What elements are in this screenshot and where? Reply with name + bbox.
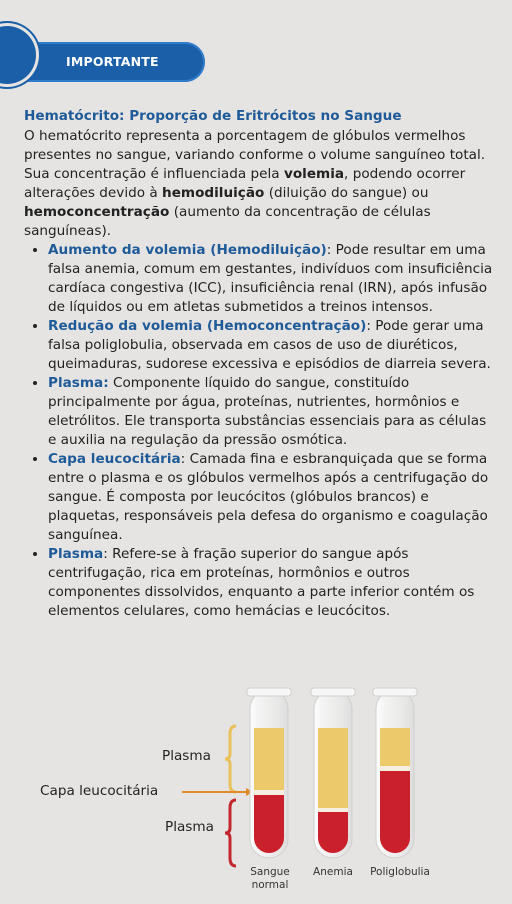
item-term: Aumento da volemia (Hemodiluição) — [48, 242, 327, 258]
label-plasma-top: Plasma — [162, 748, 211, 764]
label-buffy-coat: Capa leucocitária — [40, 783, 159, 799]
tube-normal — [247, 688, 291, 858]
list-item — [48, 374, 494, 450]
item-term: Capa leucocitária — [48, 451, 181, 467]
badge-label: IMPORTANTE — [66, 54, 159, 69]
hematocrit-figure — [0, 680, 512, 900]
item-term: Plasma: — [48, 375, 109, 391]
item-term: Redução da volemia (Hemoconcentração) — [48, 318, 367, 334]
item-text: Componente líquido do sangue, constituído principalmente por água, proteínas, nutrientes, hormônios e eletrólitos. Ele transporta substâncias essenciais para as células e auxilia na regulação da pressão osmótica. — [48, 375, 487, 448]
tube-poliglobulia — [373, 688, 417, 858]
plasma-bracket — [225, 726, 236, 792]
caption-anemia: Anemia — [313, 866, 353, 878]
item-text: : Refere-se à fração superior do sangue após centrifugação, rica em proteínas, hormônios e outros componentes dissolvidos, enquanto a parte inferior contém os elementos celulares, como hemácias e leucócitos. — [48, 546, 475, 619]
blood-bracket — [225, 800, 236, 866]
item-term: Plasma — [48, 546, 104, 562]
caption-poliglobulia: Poliglobulia — [370, 866, 430, 878]
intro-paragraph-2: Sua concentração é influenciada pela volemia, podendo ocorrer alterações devido à hemodiluição (diluição do sangue) ou hemoconcentração (aumento da concentração de células sanguíneas). — [24, 166, 466, 239]
header-badge — [0, 32, 212, 96]
term-volemia: volemia — [283, 166, 345, 182]
label-plasma-bottom: Plasma — [165, 819, 214, 835]
term-hemodiluicao: hemodiluição — [162, 185, 265, 201]
list-item — [48, 241, 494, 317]
term-hemoconcentracao: hemoconcentração — [24, 204, 170, 220]
caption-normal: Sangue normal — [250, 866, 290, 891]
item-text: : Camada fina e esbranquiçada que se forma entre o plasma e os glóbulos vermelhos após a centrifugação do sangue. É composta por leucócitos (glóbulos brancos) e plaquetas, responsáveis pela defesa do organismo e coagulação sanguínea. — [48, 451, 489, 543]
item-text: : Pode gerar uma falsa poliglobulia, observada em casos de uso de diuréticos, queimaduras, sudorese excessiva e episódios de diarreia severa. — [48, 318, 491, 372]
list-item — [48, 317, 494, 374]
content — [24, 107, 494, 621]
item-text: : Pode resultar em uma falsa anemia, comum em gestantes, indivíduos com insuficiência cardíaca congestiva (ICC), insuficiência renal (IRN), após infusão de líquidos ou em atletas submetidos a treinos intensos. — [48, 242, 493, 315]
list-item — [48, 450, 494, 545]
definition-list — [24, 241, 494, 621]
section-title: Hematócrito: Proporção de Eritrócitos no Sangue — [24, 108, 402, 124]
list-item — [48, 545, 494, 621]
intro-paragraph-1: O hematócrito representa a porcentagem de glóbulos vermelhos presentes no sangue, variando conforme o volume sanguíneo total. — [24, 128, 486, 163]
tube-anemia — [311, 688, 355, 858]
